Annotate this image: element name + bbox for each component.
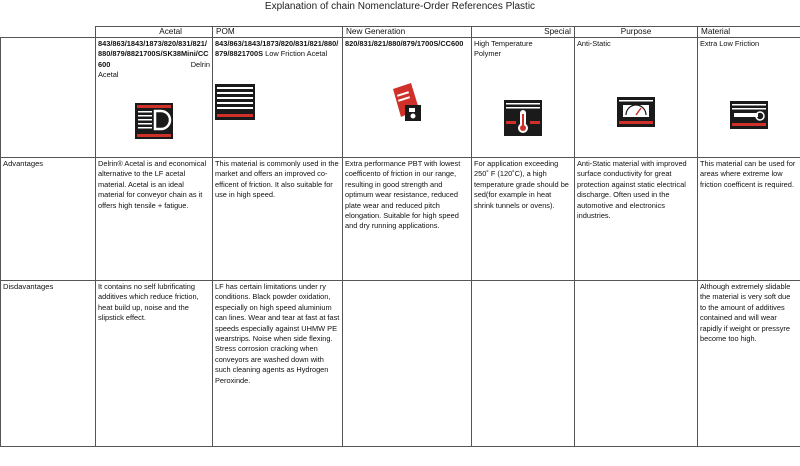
- pom-code-suffix: Low Friction Acetal: [265, 49, 328, 59]
- thermometer-icon: [504, 100, 542, 136]
- disadvantages-label: Disdavantages: [1, 281, 96, 447]
- special-code-cell: [472, 38, 575, 158]
- pom-code: 843/863/1843/1873/820/831/821/880/879/8821700S: [215, 39, 339, 59]
- red-chain-link-icon: [389, 83, 425, 123]
- header-empty: [1, 27, 96, 38]
- pom-icon-wrap: [215, 84, 340, 120]
- special-code: High Temperature Polymer: [474, 39, 533, 59]
- new-gen-code: 820/831/821/880/879/1700S/CC600: [345, 39, 464, 48]
- codes-label-cell: [1, 38, 96, 158]
- special-advantages: For application exceeding 250˚ F (120˚C), a high temperature grade should be sed(for example in heat shrink tunnels or ovens).: [472, 158, 575, 281]
- acetal-code-suffix2: Acetal: [98, 70, 119, 80]
- header-purpose: Purpose: [575, 27, 698, 38]
- new-gen-disadvantages: [343, 281, 472, 447]
- material-advantages: This material can be used for areas where extreme low friction coefficent is required.: [698, 158, 800, 281]
- advantages-label: Advantages: [1, 158, 96, 281]
- acetal-advantages: Delrin® Acetal is and economical alternative to the LF acetal material. Acetal is an ideal material for conveyor chain as it offers high tensile + fatigue.: [96, 158, 213, 281]
- codes-row: [1, 38, 800, 158]
- new-gen-code-cell: [343, 38, 472, 158]
- purpose-advantages: Anti-Static material with improved surface conductivity for great protection against static electrical discharge. Often used in the automotive and electronics industries.: [575, 158, 698, 281]
- chain-stripes-icon: [215, 84, 255, 120]
- acetal-icon-wrap: [98, 103, 210, 139]
- special-disadvantages: [472, 281, 575, 447]
- header-material: Material: [698, 27, 800, 38]
- pom-code-cell: [213, 38, 343, 158]
- nomenclature-table: [0, 26, 800, 447]
- material-code-cell: [698, 38, 800, 158]
- acetal-code-suffix: Delrin: [190, 60, 210, 70]
- header-acetal: Acetal: [96, 27, 213, 38]
- low-friction-chain-icon: [730, 101, 768, 129]
- special-icon-wrap: [474, 100, 572, 136]
- purpose-code-cell: [575, 38, 698, 158]
- acetal-disadvantages: It contains no self lubrificating additives which reduce friction, heat build up, noise and the slipstick effect.: [96, 281, 213, 447]
- header-special: Special: [472, 27, 575, 38]
- header-pom: POM: [213, 27, 343, 38]
- disadvantages-row: [1, 281, 800, 447]
- material-code: Extra Low Friction: [700, 39, 760, 48]
- page-title: Explanation of chain Nomenclature-Order References Plastic: [264, 1, 536, 12]
- header-new-generation: New Generation: [343, 27, 472, 38]
- purpose-icon-wrap: [577, 97, 695, 133]
- purpose-code: Anti-Static: [577, 39, 611, 48]
- new-gen-icon-wrap: [345, 83, 469, 119]
- material-icon-wrap: [700, 101, 798, 137]
- new-gen-advantages: Extra performance PBT with lowest coefficento of friction in our range, resulting in good strength and optimum wear resistance, reduced plate wear and reduced pitch elongation. Suitable for high speed and dry running applications.: [343, 158, 472, 281]
- material-disadvantages: Although extremely slidable the material is very soft due to the amount of additives contained and will wear rapidly if weight or pressyre become too high.: [698, 281, 800, 447]
- chain-d-letter-icon: [135, 103, 173, 139]
- purpose-disadvantages: [575, 281, 698, 447]
- acetal-code-cell: [96, 38, 213, 158]
- advantages-row: [1, 158, 800, 281]
- pom-disadvantages: LF has certain limitations under ry conditions. Black powder oxidation, especially on high speed aluminium can lines. Wear and tear at fast at fast speeds especially against UHMW PE wearstrips. Noise when side flexing. Stress corrosion cracking when conveyors are washed down with such cleaning agents as Hydrogen Peroxinde.: [213, 281, 343, 447]
- acetal-code: 843/863/1843/1873/820/831/821/880/879/8821700S/SK38Mini/CC600: [98, 39, 209, 69]
- static-gauge-icon: [617, 97, 655, 127]
- pom-advantages: This material is commonly used in the market and offers an improved co-efficent of friction. It also suitable for use in high speed.: [213, 158, 343, 281]
- header-row: [1, 27, 800, 38]
